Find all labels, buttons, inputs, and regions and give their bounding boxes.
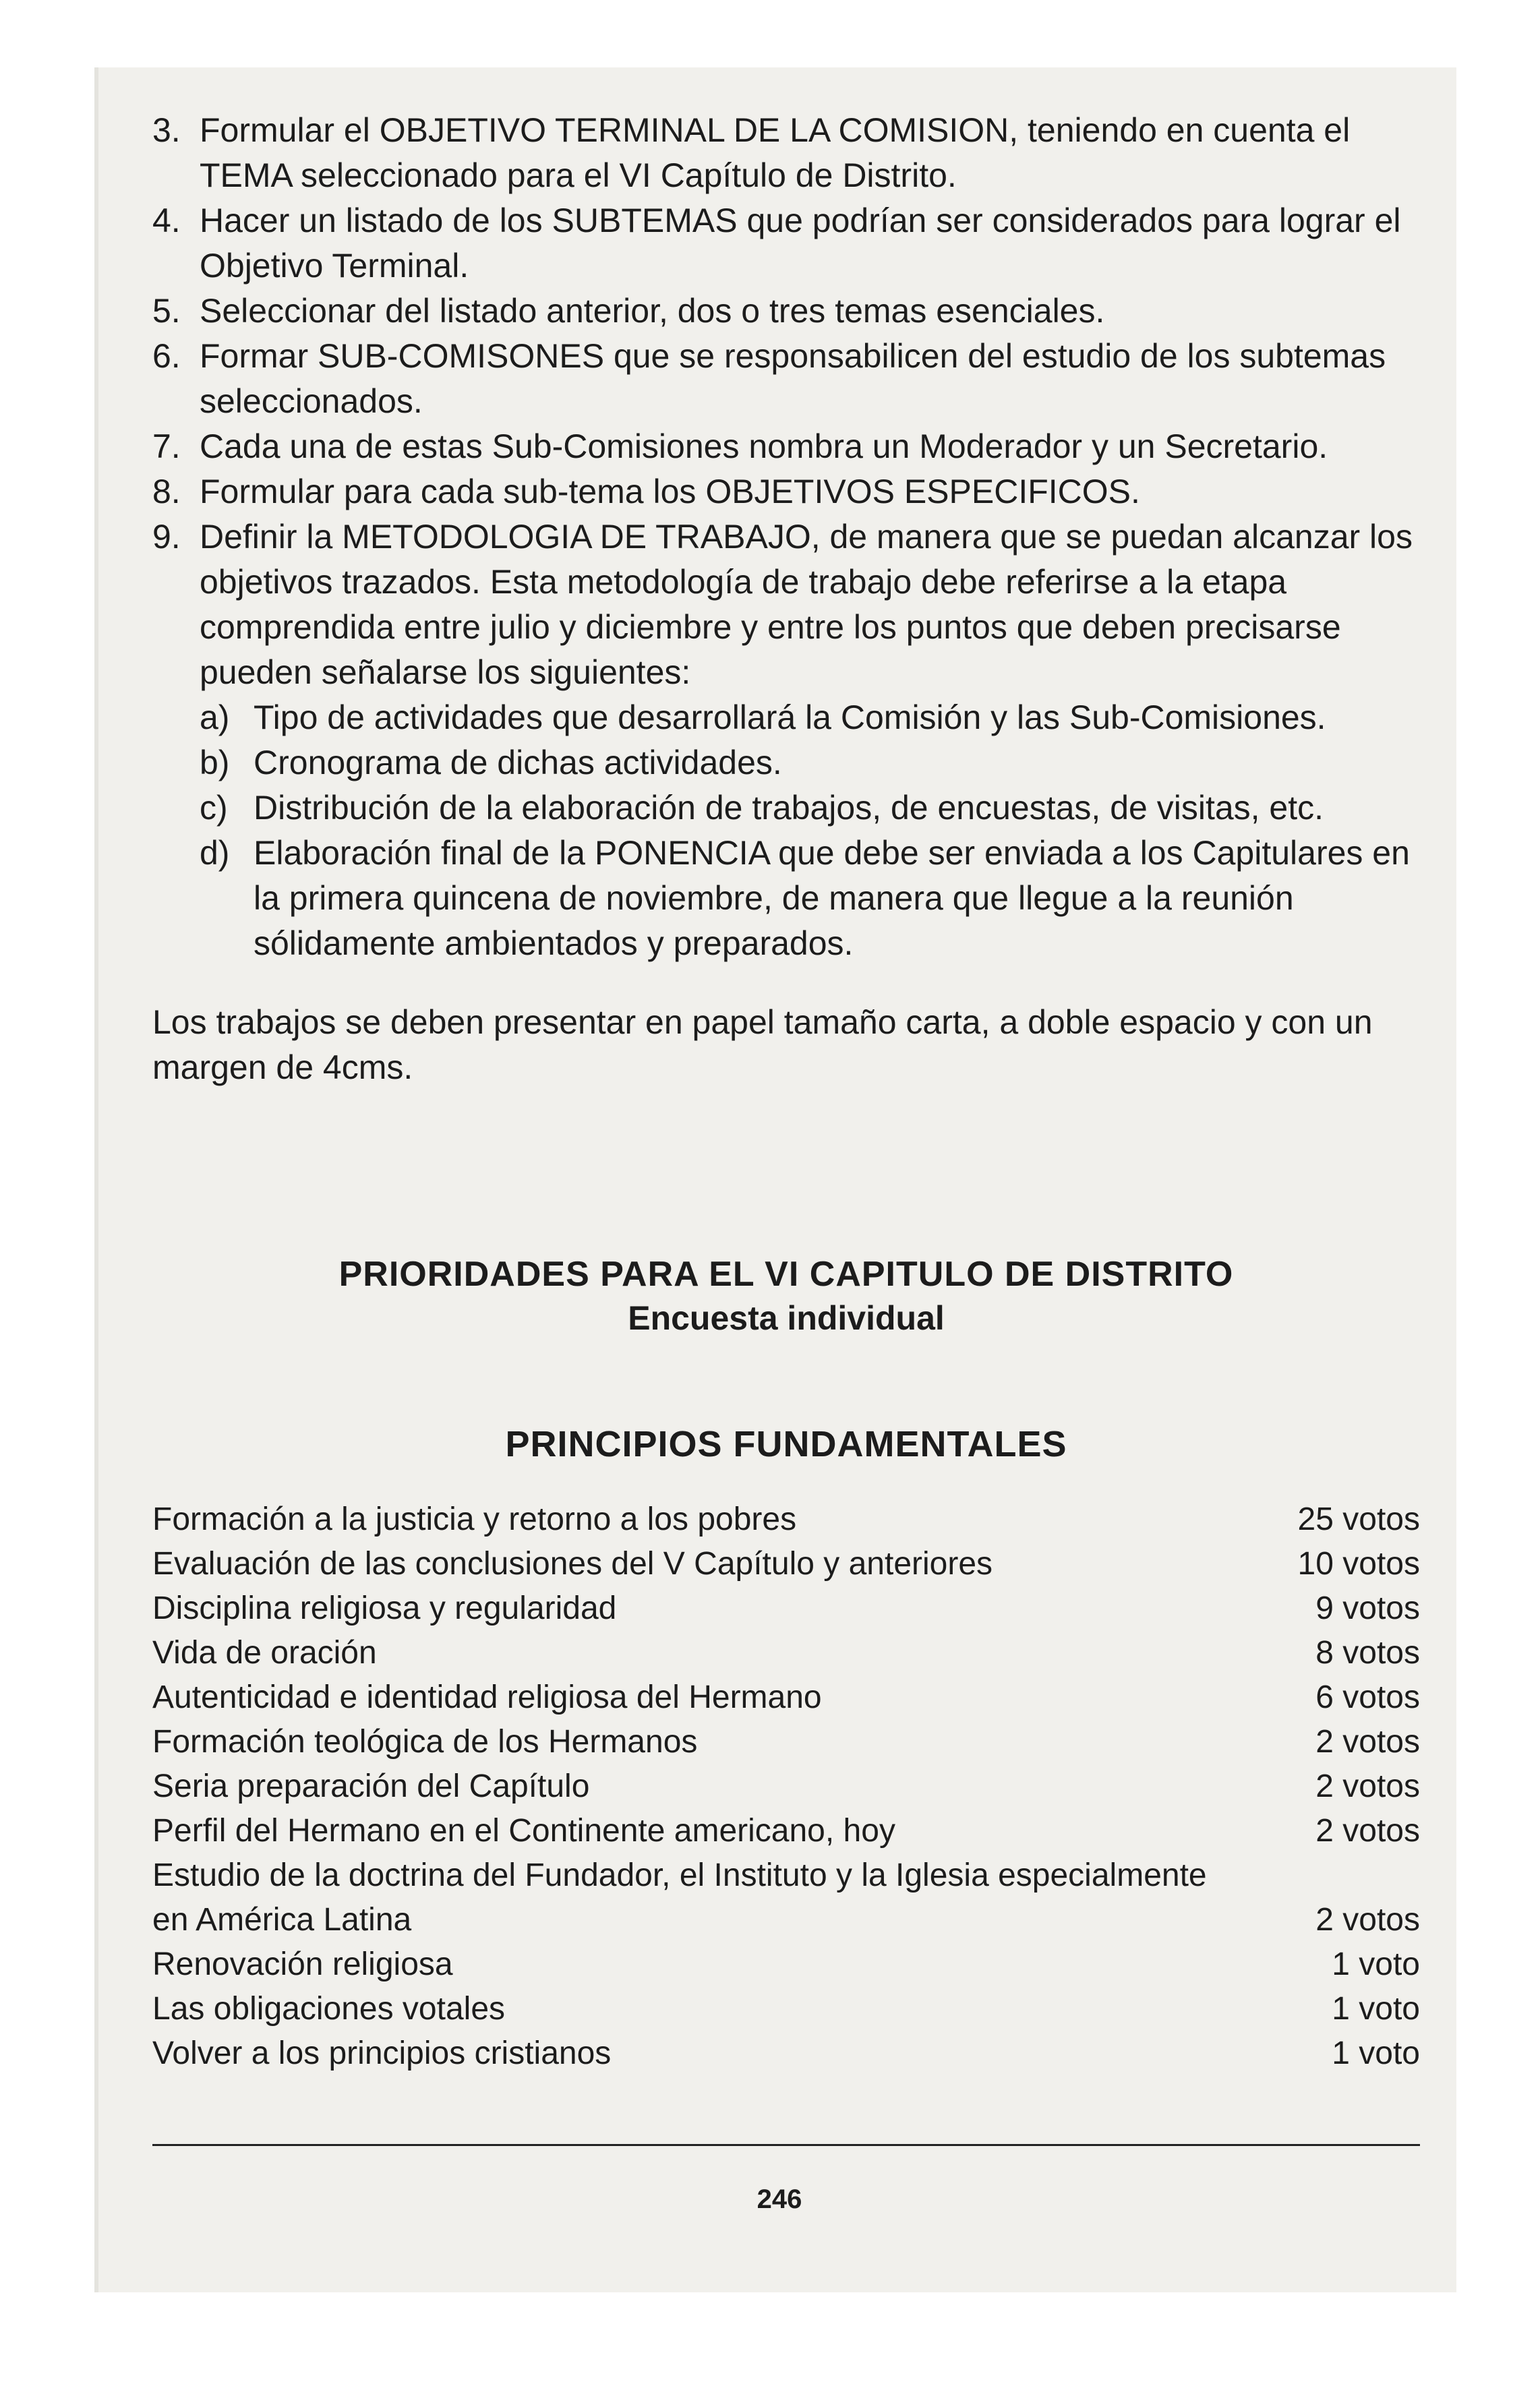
tally-topic: Formación teológica de los Hermanos [152,1724,698,1760]
page-content [152,108,1420,2076]
vote-tally [152,1497,1420,2076]
tally-votes: 2 votos [1315,1902,1420,1938]
tally-votes: 1 voto [1332,2035,1420,2071]
tally-topic: Renovación religiosa [152,1946,453,1982]
methodology-points [200,695,1420,966]
point-letter: c) [200,789,228,827]
tally-votes: 9 votos [1315,1590,1420,1626]
point-letter: b) [200,744,230,781]
footer-rule [152,2144,1420,2146]
tally-topic: Evaluación de las conclusiones del V Capítulo y anteriores [152,1546,993,1582]
step-number: 4. [152,202,181,239]
step-number: 5. [152,292,181,330]
step-item [152,514,1420,966]
tally-topic: Estudio de la doctrina del Fundador, el Instituto y la Iglesia especialmente en América Latina [152,1857,1207,1938]
point-text: Elaboración final de la PONENCIA que debe ser enviada a los Capitulares en la primera quincena de noviembre, de manera que llegue a la reunión sólidamente ambientados y preparados. [254,834,1410,962]
step-text: Seleccionar del listado anterior, dos o tres temas esenciales. [200,292,1105,330]
step-number: 7. [152,427,181,465]
point-text: Distribución de la elaboración de trabajos, de encuestas, de visitas, etc. [254,789,1324,827]
tally-topic: Las obligaciones votales [152,1991,506,2027]
step-item [152,108,1420,198]
tally-topic: Formación a la justicia y retorno a los pobres [152,1501,797,1537]
step-text: Cada una de estas Sub-Comisiones nombra un Moderador y un Secretario. [200,427,1328,465]
tally-row [152,1942,1420,1987]
tally-row [152,1497,1420,1542]
tally-topic: Disciplina religiosa y regularidad [152,1590,617,1626]
step-number: 9. [152,518,181,556]
step-item [152,334,1420,424]
step-number: 3. [152,111,181,149]
tally-row [152,1542,1420,1586]
methodology-point [200,785,1420,831]
tally-votes: 1 voto [1332,1946,1420,1982]
step-number: 8. [152,473,181,510]
step-item [152,198,1420,289]
step-text: Definir la METODOLOGIA DE TRABAJO, de manera que se puedan alcanzar los objetivos trazados. Esta metodología de trabajo debe referirse a la etapa comprendida entre julio y diciembre y entre los puntos que deben precisarse pueden señalarse los siguientes: [200,518,1413,691]
step-text: Formar SUB-COMISONES que se responsabilicen del estudio de los subtemas seleccionados. [200,337,1386,420]
tally-row [152,1809,1420,1853]
survey-subtitle: Encuesta individual [628,1299,945,1337]
tally-votes: 25 votos [1297,1501,1420,1537]
survey-title: PRIORIDADES PARA EL VI CAPITULO DE DISTRITO [338,1255,1234,1294]
methodology-point [200,695,1420,740]
step-item [152,424,1420,469]
tally-votes: 1 voto [1332,1991,1420,2027]
step-text: Formular el OBJETIVO TERMINAL DE LA COMISION, teniendo en cuenta el TEMA seleccionado para el VI Capítulo de Distrito. [200,111,1351,194]
tally-topic: Volver a los principios cristianos [152,2035,612,2071]
tally-row [152,1987,1420,2031]
format-note: Los trabajos se deben presentar en papel tamaño carta, a doble espacio y con un margen de 4cms. [152,1003,1373,1086]
methodology-point [200,740,1420,785]
book-page [94,67,1456,2292]
tally-row [152,1720,1420,1764]
tally-row [152,1586,1420,1631]
point-text: Tipo de actividades que desarrollará la Comisión y las Sub-Comisiones. [254,698,1326,736]
tally-votes: 2 votos [1315,1768,1420,1804]
tally-votes: 8 votos [1315,1635,1420,1671]
tally-topic: Autenticidad e identidad religiosa del Hermano [152,1679,822,1715]
step-item [152,289,1420,334]
tally-row [152,2031,1420,2076]
step-item [152,469,1420,514]
tally-topic: Vida de oración [152,1635,377,1671]
point-letter: a) [200,698,230,736]
step-text: Hacer un listado de los SUBTEMAS que podrían ser considerados para lograr el Objetivo Terminal. [200,202,1401,285]
step-number: 6. [152,337,181,375]
point-letter: d) [200,834,230,872]
tally-row [152,1764,1420,1809]
tally-topic: Perfil del Hermano en el Continente americano, hoy [152,1813,895,1849]
page-number: 246 [757,2184,802,2214]
tally-row [152,1631,1420,1675]
tally-votes: 2 votos [1315,1813,1420,1849]
tally-votes: 2 votos [1315,1724,1420,1760]
point-text: Cronograma de dichas actividades. [254,744,782,781]
section-title: PRINCIPIOS FUNDAMENTALES [505,1424,1067,1464]
step-text: Formular para cada sub-tema los OBJETIVOS ESPECIFICOS. [200,473,1140,510]
tally-topic: Seria preparación del Capítulo [152,1768,590,1804]
tally-votes: 6 votos [1315,1679,1420,1715]
steps-list [152,108,1420,966]
tally-row [152,1853,1420,1942]
tally-votes: 10 votos [1297,1546,1420,1582]
tally-row [152,1675,1420,1720]
methodology-point [200,831,1420,966]
